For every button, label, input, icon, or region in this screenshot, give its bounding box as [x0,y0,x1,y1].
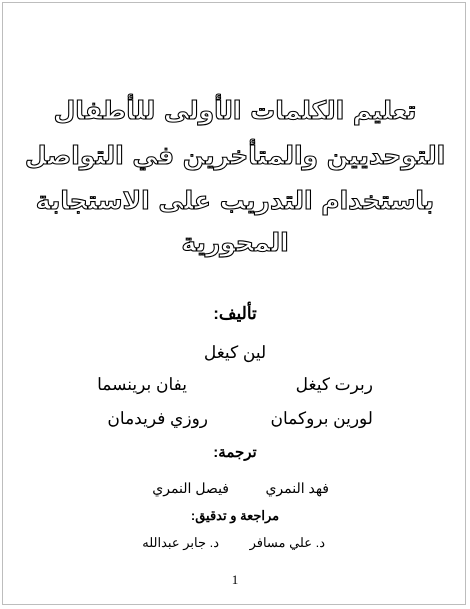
title-line-1: تعليم الكلمات الأولى للأطفال [53,96,417,125]
title-line-2: التوحديين والمتأخرين في التواصل [24,141,446,170]
reviewer-jaber: د. جابر عبدالله [142,535,219,550]
title-line-3: باستخدام التدريب على الاستجابة [35,186,435,215]
lead-author: لين كيغل [203,343,267,362]
page-number: 1 [231,572,239,587]
author-yvonne: يفان برينسما [97,375,187,394]
author-robert: ربرت كيغل [295,375,373,394]
translator-faisal: فيصل النمري [152,480,229,496]
author-rosy: روزي فريدمان [107,409,208,428]
author-lauren: لورين بروكمان [270,409,373,428]
review-heading: مراجعة و تدقيق: [190,508,280,523]
title-line-4: المحورية [181,228,289,257]
authorship-heading: تأليف: [213,304,257,323]
reviewer-ali: د. علي مسافر [249,535,325,550]
translator-fahd: فهد النمري [265,480,329,496]
translation-heading: ترجمة: [213,444,257,461]
